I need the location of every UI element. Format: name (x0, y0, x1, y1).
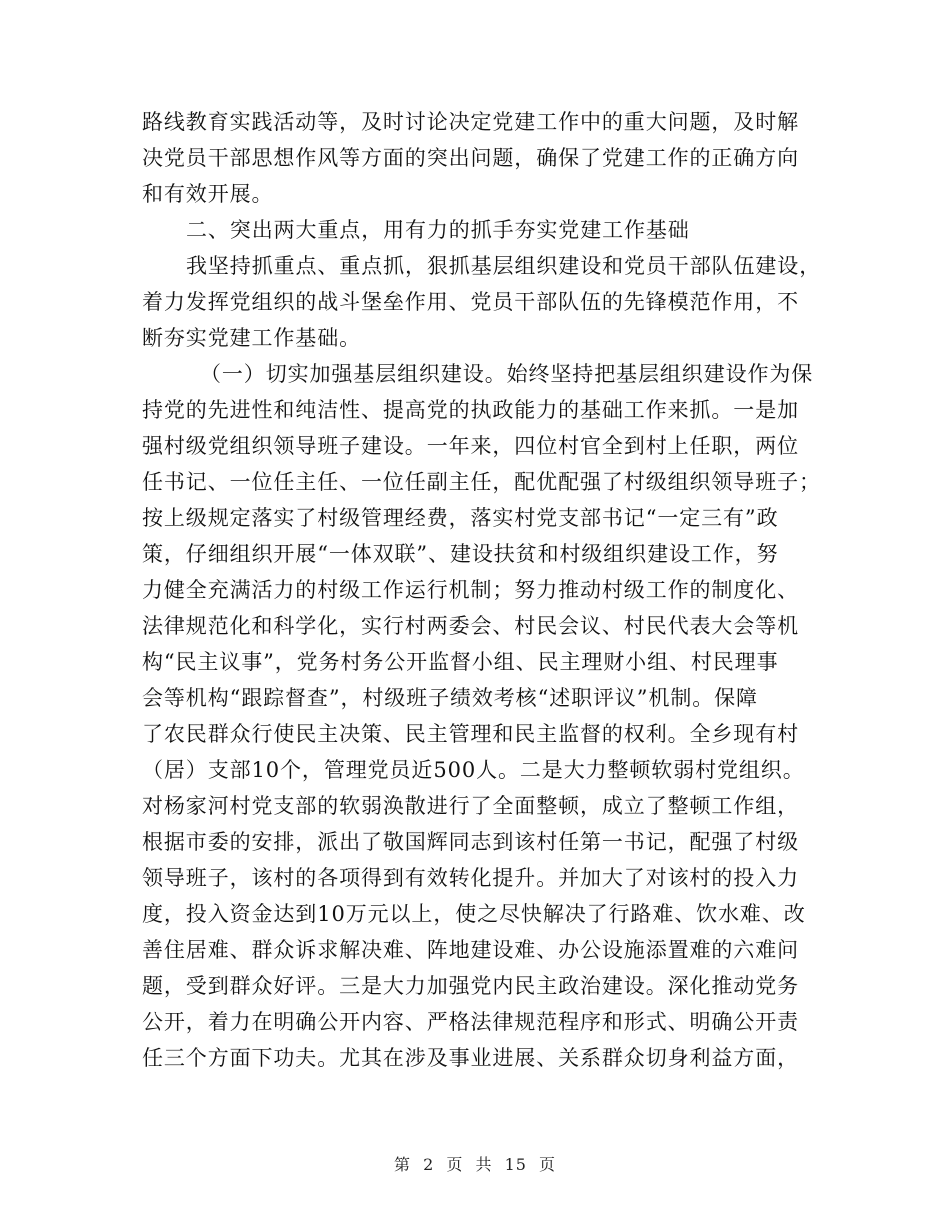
footer-prefix: 第 (393, 1155, 411, 1174)
text-line: 对杨家河村党支部的软弱涣散进行了全面整顿，成立了整顿工作组， (142, 794, 799, 818)
text-line: 根据市委的安排，派出了敬国辉同志到该村任第一书记，配强了村级 (142, 830, 799, 854)
text-line: 任三个方面下功夫。尤其在涉及事业进展、关系群众切身利益方面， (142, 1046, 799, 1070)
text-line: 了农民群众行使民主决策、民主管理和民主监督的权利。全乡现有村 (142, 722, 799, 746)
text-line: 法律规范化和科学化，实行村两委会、村民会议、村民代表大会等机 (142, 614, 799, 638)
current-page-number: 2 (423, 1155, 435, 1174)
text-line: 任书记、一位任主任、一位任副主任，配优配强了村级组织领导班子； (142, 470, 821, 494)
page-footer (0, 1152, 950, 1175)
text-line: 策，仔细组织开展“一体双联”、建设扶贫和村级组织建设工作，努 (142, 542, 779, 566)
footer-suffix: 页 (539, 1155, 557, 1174)
text-line: 公开，着力在明确公开内容、严格法律规范程序和形式、明确公开责 (142, 1010, 799, 1034)
text-line: 领导班子，该村的各项得到有效转化提升。并加大了对该村的投入力 (142, 866, 799, 890)
text-line: 路线教育实践活动等，及时讨论决定党建工作中的重大问题，及时解 (142, 110, 799, 134)
text-line: 决党员干部思想作风等方面的突出问题，确保了党建工作的正确方向 (142, 146, 799, 170)
text-line: 持党的先进性和纯洁性、提高党的执政能力的基础工作来抓。一是加 (142, 398, 799, 422)
text-line: 和有效开展。 (142, 182, 274, 206)
text-line: 力健全充满活力的村级工作运行机制；努力推动村级工作的制度化、 (142, 578, 799, 602)
text-line: 会等机构“跟踪督查”，村级班子绩效考核“述职评议”机制。保障 (142, 686, 758, 710)
text-line: 题，受到群众好评。三是大力加强党内民主政治建设。深化推动党务 (142, 974, 799, 998)
text-line: 着力发挥党组织的战斗堡垒作用、党员干部队伍的先锋模范作用，不 (142, 290, 799, 314)
text-line: 构“民主议事”，党务村务公开监督小组、民主理财小组、村民理事 (142, 650, 779, 674)
footer-page-word: 页 (446, 1155, 464, 1174)
total-page-count: 15 (504, 1155, 527, 1174)
text-line: 我坚持抓重点、重点抓，狠抓基层组织建设和党员干部队伍建设， (186, 254, 822, 278)
footer-total-word: 共 (475, 1155, 493, 1174)
text-line: （居）支部10个，管理党员近500人。二是大力整顿软弱村党组织。 (142, 758, 805, 782)
text-line: 强村级党组织领导班子建设。一年来，四位村官全到村上任职，两位 (142, 434, 799, 458)
subsection-heading: （一）切实加强基层组织建设。始终坚持把基层组织建设作为保 (200, 362, 814, 386)
section-heading: 二、突出两大重点，用有力的抓手夯实党建工作基础 (186, 218, 690, 242)
text-line: 度，投入资金达到10万元以上，使之尽快解决了行路难、饮水难、改 (142, 902, 806, 926)
text-line: 按上级规定落实了村级管理经费，落实村党支部书记“一定三有”政 (142, 506, 779, 530)
document-body (142, 104, 822, 1076)
text-line: 善住居难、群众诉求解决难、阵地建设难、办公设施添置难的六难问 (142, 938, 799, 962)
text-line: 断夯实党建工作基础。 (142, 326, 361, 350)
